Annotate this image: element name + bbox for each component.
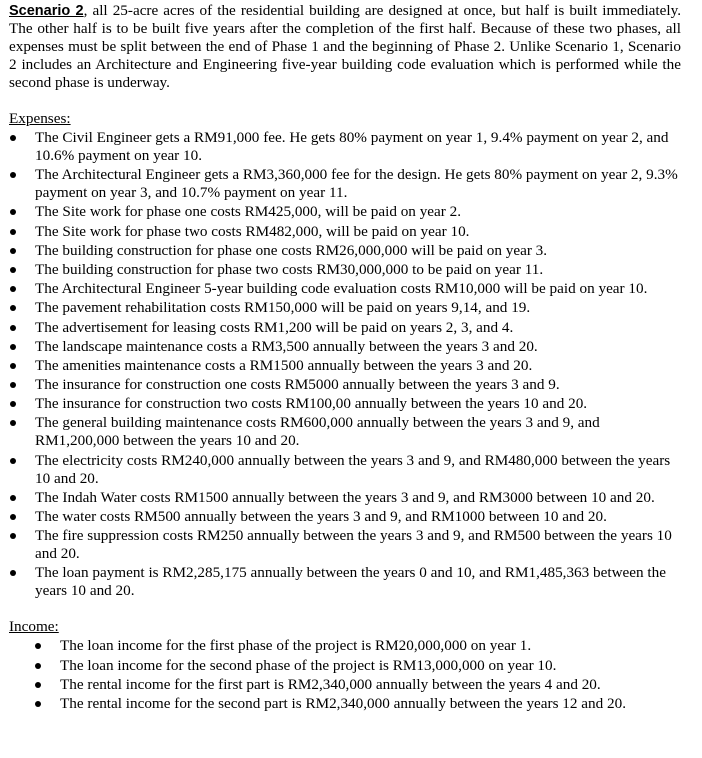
bullet-icon: [10, 570, 16, 576]
bullet-icon: [10, 344, 16, 350]
expense-item: The general building maintenance costs RM600,000 annually between the years 3 and 9, and RM1,200,000 between the years 10 and 20.: [9, 414, 681, 450]
expense-item: The Site work for phase one costs RM425,000, will be paid on year 2.: [9, 203, 681, 221]
bullet-icon: [10, 420, 16, 426]
expense-item: The insurance for construction one costs RM5000 annually between the years 3 and 9.: [9, 376, 681, 394]
bullet-icon: [10, 325, 16, 331]
bullet-icon: [35, 643, 41, 649]
bullet-icon: [10, 495, 16, 501]
expense-item: The electricity costs RM240,000 annually between the years 3 and 9, and RM480,000 between the years 10 and 20.: [9, 452, 681, 488]
bullet-icon: [10, 209, 16, 215]
scenario-title: Scenario 2: [9, 3, 84, 19]
expense-item: The loan payment is RM2,285,175 annually between the years 0 and 10, and RM1,485,363 between the years 10 and 20.: [9, 564, 681, 600]
expense-item: The Architectural Engineer 5-year building code evaluation costs RM10,000 will be paid on year 10.: [9, 280, 681, 298]
expense-item: The Site work for phase two costs RM482,000, will be paid on year 10.: [9, 223, 681, 241]
expense-item: The fire suppression costs RM250 annually between the years 3 and 9, and RM500 between the years 10 and 20.: [9, 527, 681, 563]
expense-item: The Architectural Engineer gets a RM3,360,000 fee for the design. He gets 80% payment on year 2, 9.3% payment on year 3, and 10.7% payment on year 11.: [9, 166, 681, 202]
bullet-icon: [35, 682, 41, 688]
bullet-icon: [10, 172, 16, 178]
intro-text: , all 25-acre acres of the residential building are designed at once, but half is built immediately. The other half is to be built five years after the completion of the first half. Because of these two phases, all expenses must be split between the end of Phase 1 and the beginning of Phase 2. Unlike Scenario 1, Scenario 2 includes an Architecture and Engineering five-year building code evaluation which is performed while the second phase is underway.: [9, 2, 681, 91]
expenses-heading: Expenses:: [9, 110, 71, 127]
expenses-list: [9, 129, 681, 600]
income-item: The loan income for the second phase of the project is RM13,000,000 on year 10.: [9, 657, 681, 675]
bullet-icon: [10, 135, 16, 141]
bullet-icon: [35, 663, 41, 669]
expense-item: The building construction for phase two costs RM30,000,000 to be paid on year 11.: [9, 261, 681, 279]
bullet-icon: [10, 382, 16, 388]
bullet-icon: [10, 514, 16, 520]
expense-item: The advertisement for leasing costs RM1,200 will be paid on years 2, 3, and 4.: [9, 319, 681, 337]
income-item: The loan income for the first phase of the project is RM20,000,000 on year 1.: [9, 637, 681, 655]
bullet-icon: [10, 363, 16, 369]
bullet-icon: [10, 533, 16, 539]
bullet-icon: [10, 286, 16, 292]
expense-item: The insurance for construction two costs RM100,00 annually between the years 10 and 20.: [9, 395, 681, 413]
bullet-icon: [10, 401, 16, 407]
expense-item: The Indah Water costs RM1500 annually between the years 3 and 9, and RM3000 between 10 and 20.: [9, 489, 681, 507]
bullet-icon: [10, 305, 16, 311]
bullet-icon: [10, 458, 16, 464]
bullet-icon: [35, 701, 41, 707]
bullet-icon: [10, 229, 16, 235]
bullet-icon: [10, 248, 16, 254]
bullet-icon: [10, 267, 16, 273]
income-item: The rental income for the second part is RM2,340,000 annually between the years 12 and 20.: [9, 695, 681, 713]
income-heading: Income:: [9, 618, 59, 636]
income-item: The rental income for the first part is RM2,340,000 annually between the years 4 and 20.: [9, 676, 681, 694]
intro-paragraph: [9, 2, 681, 92]
expense-item: The landscape maintenance costs a RM3,500 annually between the years 3 and 20.: [9, 338, 681, 356]
expense-item: The building construction for phase one costs RM26,000,000 will be paid on year 3.: [9, 242, 681, 260]
expense-item: The water costs RM500 annually between the years 3 and 9, and RM1000 between 10 and 20.: [9, 508, 681, 526]
income-list: [9, 637, 681, 713]
expense-item: The Civil Engineer gets a RM91,000 fee. He gets 80% payment on year 1, 9.4% payment on year 2, and 10.6% payment on year 10.: [9, 129, 681, 165]
expense-item: The pavement rehabilitation costs RM150,000 will be paid on years 9,14, and 19.: [9, 299, 681, 317]
expense-item: The amenities maintenance costs a RM1500 annually between the years 3 and 20.: [9, 357, 681, 375]
